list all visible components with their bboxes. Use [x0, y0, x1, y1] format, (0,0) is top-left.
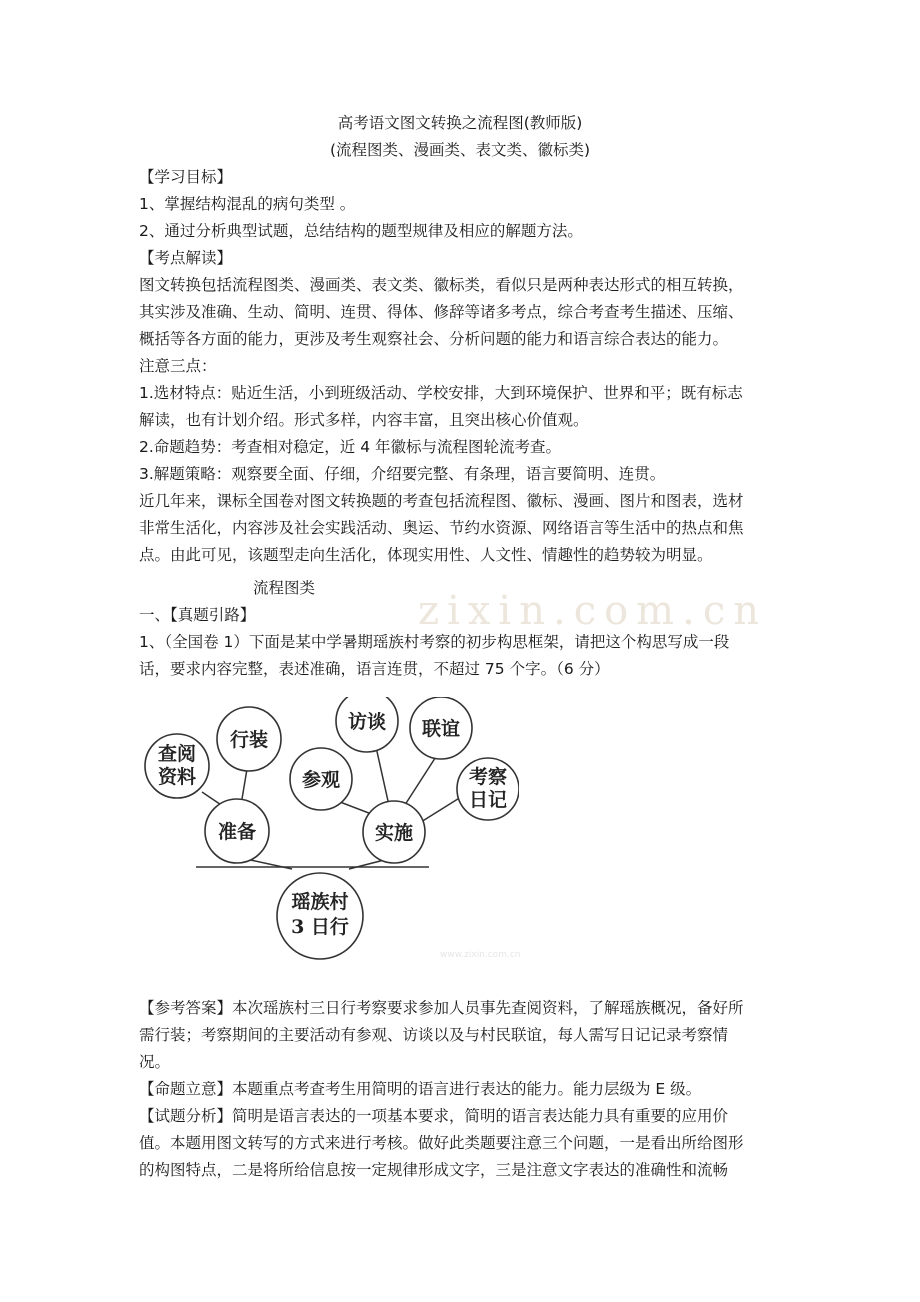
exam-paragraph-line: 概括等各方面的能力，更涉及考生观察社会、分析问题的能力和语言综合表达的能力。 [139, 330, 729, 348]
node-label: 访谈 [347, 711, 387, 733]
exam-paragraph-line: 图文转换包括流程图类、漫画类、表文类、徽标类，看似只是两种表达形式的相互转换， [139, 276, 744, 294]
node-root-label: 瑶族村 [291, 891, 349, 913]
node-label: 行装 [229, 729, 269, 751]
answer-line: 况。 [139, 1053, 171, 1071]
node-impl-label: 实施 [374, 822, 414, 844]
goal-item: 2、通过分析典型试题，总结结构的题型规律及相应的解题方法。 [139, 222, 583, 240]
recent-paragraph-line: 点。由此可见，该题型走向生活化，体现实用性、人文性、情趣性的趋势较为明显。 [139, 546, 713, 564]
note-line: 2.命题趋势：考查相对稳定，近 4 年徽标与流程图轮流考查。 [139, 438, 562, 456]
node-root-label: 3 日行 [291, 916, 349, 938]
node-label: 日记 [468, 789, 508, 811]
node-label: 考察 [468, 766, 508, 788]
question-line: 话，要求内容完整，表述准确，语言连贯，不超过 75 个字。（6 分） [139, 660, 610, 678]
watermark-small: www.zixin.com.cn [440, 950, 521, 960]
answer-line: 【参考答案】本次瑶族村三日行考察要求参加人员事先查阅资料，了解瑶族概况，备好所 [139, 999, 744, 1017]
document-title: 高考语文图文转换之流程图(教师版) [337, 114, 583, 132]
note-line: 3.解题策略：观察要全面、仔细，介绍要完整、有条理，语言要简明、连贯。 [139, 465, 666, 483]
notes-heading: 注意三点： [139, 357, 217, 375]
question-line: 1、（全国卷 1）下面是某中学暑期瑶族村考察的初步构思框架，请把这个构思写成一段 [139, 633, 730, 651]
answer-line: 需行装；考察期间的主要活动有参观、访谈以及与村民联谊，每人需写日记记录考察情 [139, 1026, 729, 1044]
node-label: 查阅 [157, 743, 197, 765]
analysis-line: 【试题分析】简明是语言表达的一项基本要求，简明的语言表达能力具有重要的应用价 [139, 1107, 729, 1125]
goal-item: 1、掌握结构混乱的病句类型 。 [139, 195, 356, 213]
analysis-line: 值。本题用图文转写的方式来进行考核。做好此类题要注意三个问题，一是看出所给图形 [139, 1134, 744, 1152]
node-label: 联谊 [421, 718, 461, 740]
recent-paragraph-line: 近几年来，课标全国卷对图文转换题的考查包括流程图、徽标、漫画、图片和图表，选材 [139, 492, 744, 510]
watermark: zixin.com.cn [418, 588, 767, 634]
node-label: 参观 [301, 769, 341, 791]
document-subtitle: (流程图类、漫画类、表文类、徽标类) [329, 141, 591, 159]
note-line: 1.选材特点：贴近生活，小到班级活动、学校安排，大到环境保护、世界和平；既有标志 [139, 384, 743, 402]
goals-heading: 【学习目标】 [139, 168, 233, 186]
node-label: 资料 [157, 766, 197, 788]
real-heading: 一、【真题引路】 [139, 606, 256, 624]
concept-tree-diagram [139, 697, 519, 962]
note-line: 解读，也有计划介绍。形式多样，内容丰富，且突出核心价值观。 [139, 411, 589, 429]
recent-paragraph-line: 非常生活化，内容涉及社会实践活动、奥运、节约水资源、网络语言等生活中的热点和焦 [139, 519, 744, 537]
intent-line: 【命题立意】本题重点考查考生用简明的语言进行表达的能力。能力层级为 E 级。 [139, 1080, 702, 1098]
node-prep-label: 准备 [217, 821, 257, 843]
analysis-line: 的构图特点，二是将所给信息按一定规律形成文字，三是注意文字表达的准确性和流畅 [139, 1161, 729, 1179]
flow-heading: 流程图类 [253, 579, 316, 597]
exam-paragraph-line: 其实涉及准确、生动、简明、连贯、得体、修辞等诸多考点，综合考查考生描述、压缩、 [139, 303, 744, 321]
exam-heading: 【考点解读】 [139, 249, 233, 267]
